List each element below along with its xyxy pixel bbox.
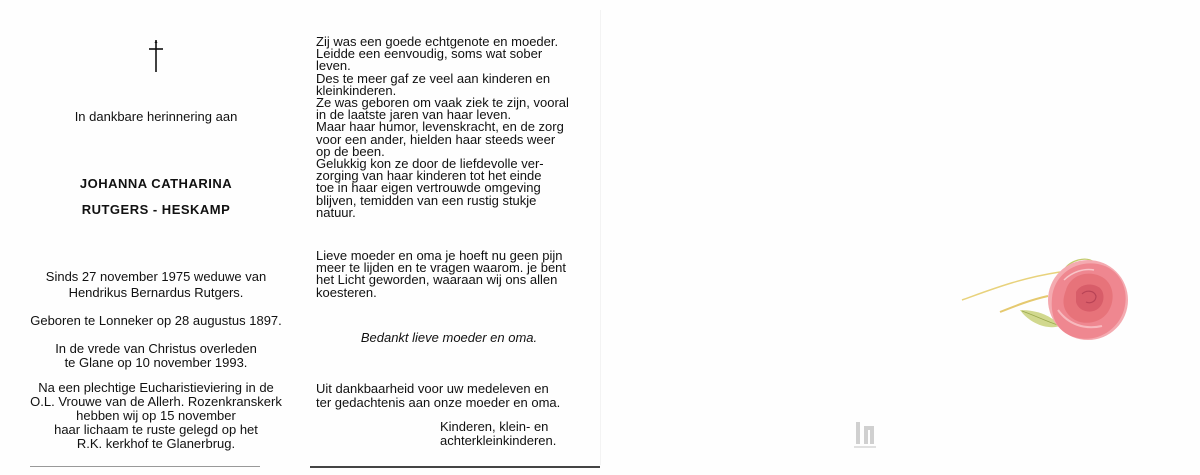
- poem-line: Gelukkig kon ze door de liefdevolle ver-: [316, 156, 544, 172]
- poem-line: voor een ander, hielden haar steeds weer: [316, 131, 556, 147]
- cross-icon: [144, 38, 168, 74]
- bottom-rule-left: [30, 466, 260, 467]
- death-line-2: te Glane op 10 november 1993.: [64, 355, 248, 370]
- birth-line: Geboren te Lonneker op 28 augustus 1897.: [30, 313, 282, 328]
- poem-block: [316, 36, 582, 219]
- closing-line-1: Uit dankbaarheid voor uw medeleven en: [316, 381, 549, 396]
- deceased-surnames: RUTGERS - HESKAMP: [81, 202, 231, 217]
- intro-text: In dankbare herinnering aan: [74, 109, 238, 124]
- message-line: het Licht geworden, waaraan wij ons allen: [316, 272, 558, 288]
- poem-line: blijven, temidden van een rustig stukje: [316, 192, 537, 208]
- rose-image: [960, 250, 1140, 360]
- deceased-first-names: JOHANNA CATHARINA: [79, 176, 233, 191]
- message-line: koesteren.: [316, 284, 377, 300]
- funeral-line-2: O.L. Vrouwe van de Allerh. Rozenkranskerk: [30, 394, 282, 409]
- funeral-line-5: R.K. kerkhof te Glanerbrug.: [76, 436, 236, 451]
- poem-line: natuur.: [316, 204, 356, 220]
- message-line: Lieve moeder en oma je hoeft nu geen pijn: [316, 248, 563, 263]
- funeral-line-3: hebben wij op 15 november: [76, 408, 236, 423]
- message-line: meer te lijden en te vragen waarom. je bent: [316, 260, 567, 276]
- poem-line: in de laatste jaren van haar leven.: [316, 107, 512, 123]
- poem-line: Leidde een eenvoudig, soms wat sober: [316, 46, 543, 62]
- funeral-line-1: Na een plechtige Eucharistieviering in de: [38, 380, 274, 395]
- fold-line: [600, 10, 601, 465]
- closing-line-2: ter gedachtenis aan onze moeder en oma.: [316, 395, 561, 410]
- signature-line-2: achterkleinkinderen.: [440, 433, 557, 448]
- funeral-line-4: haar lichaam te ruste gelegd op het: [54, 422, 258, 437]
- poem-line: Maar haar humor, levenskracht, en de zorg: [316, 119, 564, 135]
- poem-line: leven.: [316, 58, 351, 74]
- signature-line-1: Kinderen, klein- en: [440, 419, 549, 434]
- widow-line-2: Hendrikus Bernardus Rutgers.: [68, 285, 244, 300]
- poem-line: toe in haar eigen vertrouwde omgeving: [316, 180, 541, 196]
- poem-line: Ze was geboren om vaak ziek te zijn, vooral: [316, 95, 569, 111]
- signature-block: [440, 420, 580, 448]
- poem-line: zorging van haar kinderen tot het einde: [316, 168, 542, 184]
- widow-line-1: Sinds 27 november 1975 weduwe van: [45, 269, 267, 284]
- death-line-1: In de vrede van Christus overleden: [55, 341, 257, 356]
- poem-line: Zij was een goede echtgenote en moeder.: [316, 34, 559, 49]
- closing-block: [316, 382, 582, 410]
- printer-logo: [850, 418, 880, 452]
- poem-line: Des te meer gaf ze veel aan kinderen en: [316, 70, 551, 86]
- bottom-rule: [310, 466, 600, 468]
- message-block: [316, 250, 582, 299]
- poem-line: op de been.: [316, 143, 385, 159]
- thanks-line: Bedankt lieve moeder en oma.: [360, 330, 538, 345]
- faint-print-code: [622, 444, 625, 451]
- poem-line: kleinkinderen.: [316, 82, 397, 98]
